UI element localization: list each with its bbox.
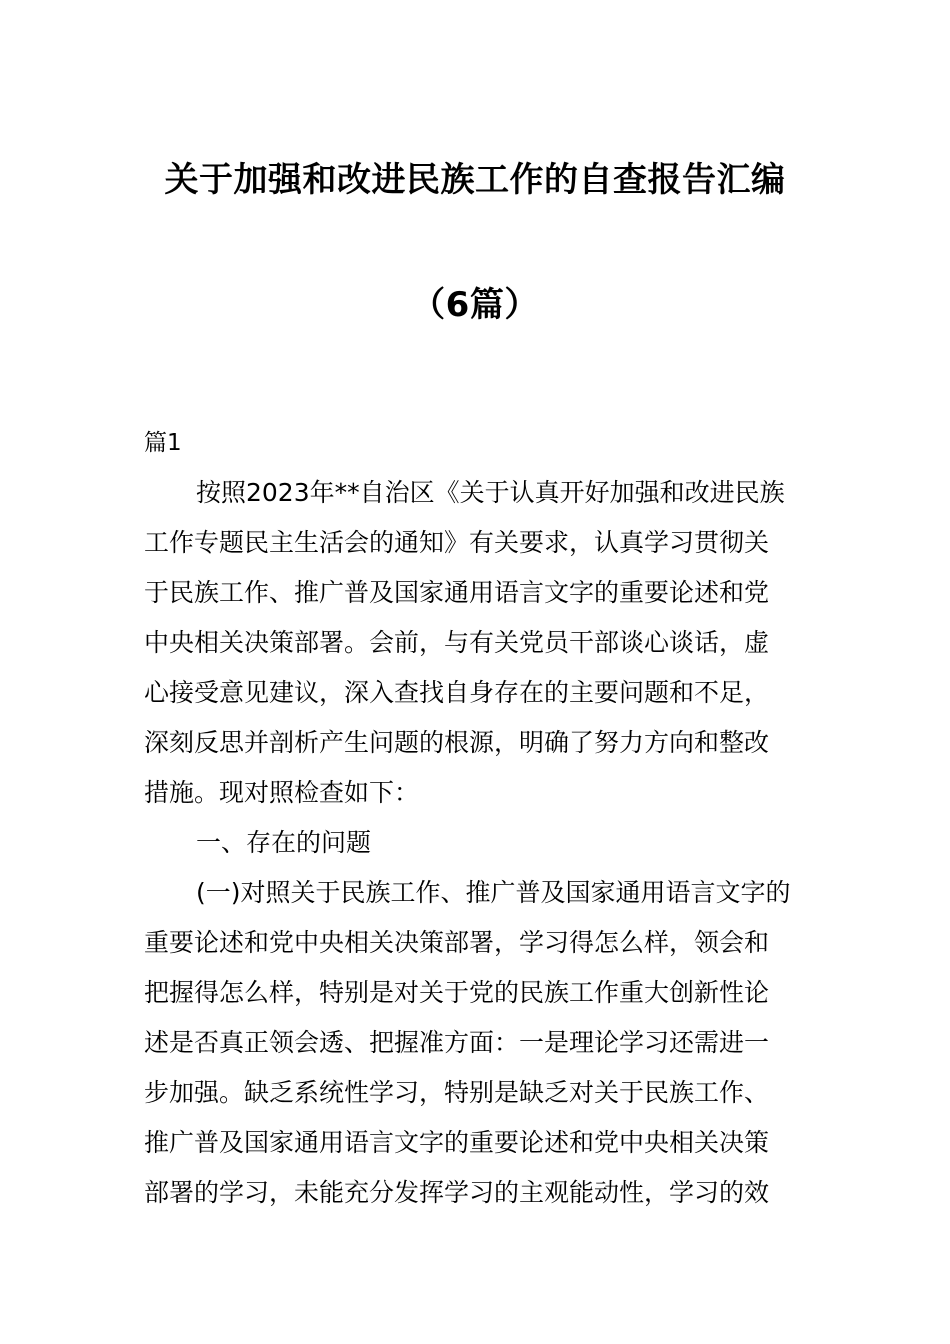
text-line: 部署的学习，未能充分发挥学习的主观能动性，学习的效	[144, 1178, 770, 1207]
text-line: 步加强。缺乏系统性学习，特别是缺乏对关于民族工作、	[144, 1078, 770, 1107]
text-line: 措施。现对照检查如下：	[144, 778, 420, 807]
text-line: 把握得怎么样，特别是对关于党的民族工作重大创新性论	[144, 978, 770, 1007]
section-heading: 一、存在的问题	[196, 828, 372, 857]
document-title: 关于加强和改进民族工作的自查报告汇编	[164, 160, 786, 200]
document-subtitle: （6篇）	[411, 285, 539, 325]
text-line: 心接受意见建议，深入查找自身存在的主要问题和不足，	[144, 678, 770, 707]
section-label: 篇1	[144, 430, 182, 456]
paragraph-2	[144, 868, 806, 1218]
paragraph-1	[144, 468, 806, 818]
document-body	[144, 418, 806, 1218]
text-line: 中央相关决策部署。会前，与有关党员干部谈心谈话，虚	[144, 628, 770, 657]
text-line: 重要论述和党中央相关决策部署，学习得怎么样，领会和	[144, 928, 770, 957]
text-line: 按照2023年**自治区《关于认真开好加强和改进民族	[196, 478, 785, 507]
text-line: 于民族工作、推广普及国家通用语言文字的重要论述和党	[144, 578, 770, 607]
text-line: 深刻反思并剖析产生问题的根源，明确了努力方向和整改	[144, 728, 770, 757]
text-line: 工作专题民主生活会的通知》有关要求，认真学习贯彻关	[144, 528, 770, 557]
text-line: 推广普及国家通用语言文字的重要论述和党中央相关决策	[144, 1128, 770, 1157]
text-line: 述是否真正领会透、把握准方面：一是理论学习还需进一	[144, 1028, 770, 1057]
text-line: (一)对照关于民族工作、推广普及国家通用语言文字的	[196, 878, 791, 907]
